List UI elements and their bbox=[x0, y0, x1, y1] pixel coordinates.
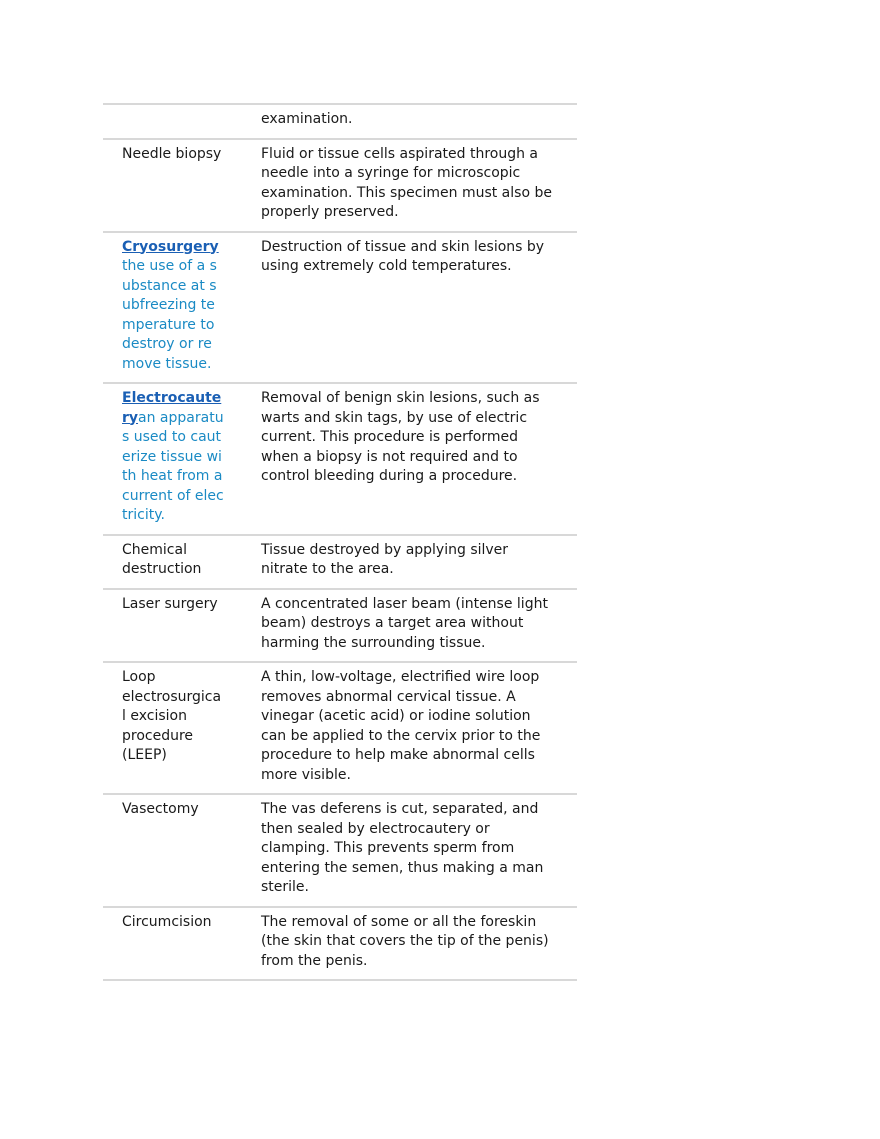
glossary-link-electrocautery[interactable]: Electrocautery bbox=[122, 390, 222, 426]
description-cell: The removal of some or all the foreskin (the skin that covers the tip of the penis) from the penis. bbox=[261, 913, 549, 969]
term-cell bbox=[103, 383, 242, 535]
table-row bbox=[103, 104, 577, 139]
term-cell: Vasectomy bbox=[122, 801, 199, 817]
term-cell: Circumcision bbox=[122, 913, 212, 930]
description-cell: The vas deferens is cut, separated, and then sealed by electrocautery or clamping. This prevents sperm from entering the semen, thus making a man sterile. bbox=[261, 801, 544, 895]
term-cell: Laser surgery bbox=[122, 595, 218, 612]
table-row bbox=[103, 535, 577, 589]
term-definition: the use of a substance at subfreezing temperature to destroy or remove tissue. bbox=[122, 258, 217, 372]
table-row bbox=[103, 232, 577, 384]
description-cell: Removal of benign skin lesions, such as warts and skin tags, by use of electric current. This procedure is performed when a biopsy is not required and to control bleeding during a procedure. bbox=[261, 390, 540, 484]
term-definition: an apparatus used to cauterize tissue with heat from a current of electricity. bbox=[122, 409, 224, 523]
description-cell: A concentrated laser beam (intense light beam) destroys a target area without harming the surrounding tissue. bbox=[261, 595, 548, 651]
table-row bbox=[103, 907, 577, 981]
table-row bbox=[103, 139, 577, 232]
term-cell: Needle biopsy bbox=[122, 145, 222, 162]
table-row bbox=[103, 794, 577, 907]
description-cell: Destruction of tissue and skin lesions by using extremely cold temperatures. bbox=[261, 238, 545, 274]
term-cell bbox=[103, 104, 242, 139]
table-row bbox=[103, 662, 577, 794]
term-cell: Chemical destruction bbox=[122, 541, 202, 577]
table-row bbox=[103, 383, 577, 535]
description-cell: Fluid or tissue cells aspirated through a needle into a syringe for microscopic examination. This specimen must also be properly preserved. bbox=[261, 145, 552, 220]
table-row bbox=[103, 589, 577, 663]
description-cell: A thin, low-voltage, electrified wire loop removes abnormal cervical tissue. A vinegar (acetic acid) or iodine solution can be applied to the cervix prior to the procedure to help make abnormal cells more visible. bbox=[261, 669, 541, 783]
procedures-table bbox=[103, 103, 577, 981]
description-cell: examination. bbox=[261, 111, 353, 127]
glossary-link-cryosurgery[interactable]: Cryosurgery bbox=[122, 238, 219, 255]
term-cell bbox=[103, 232, 242, 384]
term-cell: Loop electrosurgical excision procedure (LEEP) bbox=[122, 669, 222, 763]
description-cell: Tissue destroyed by applying silver nitrate to the area. bbox=[261, 541, 509, 577]
